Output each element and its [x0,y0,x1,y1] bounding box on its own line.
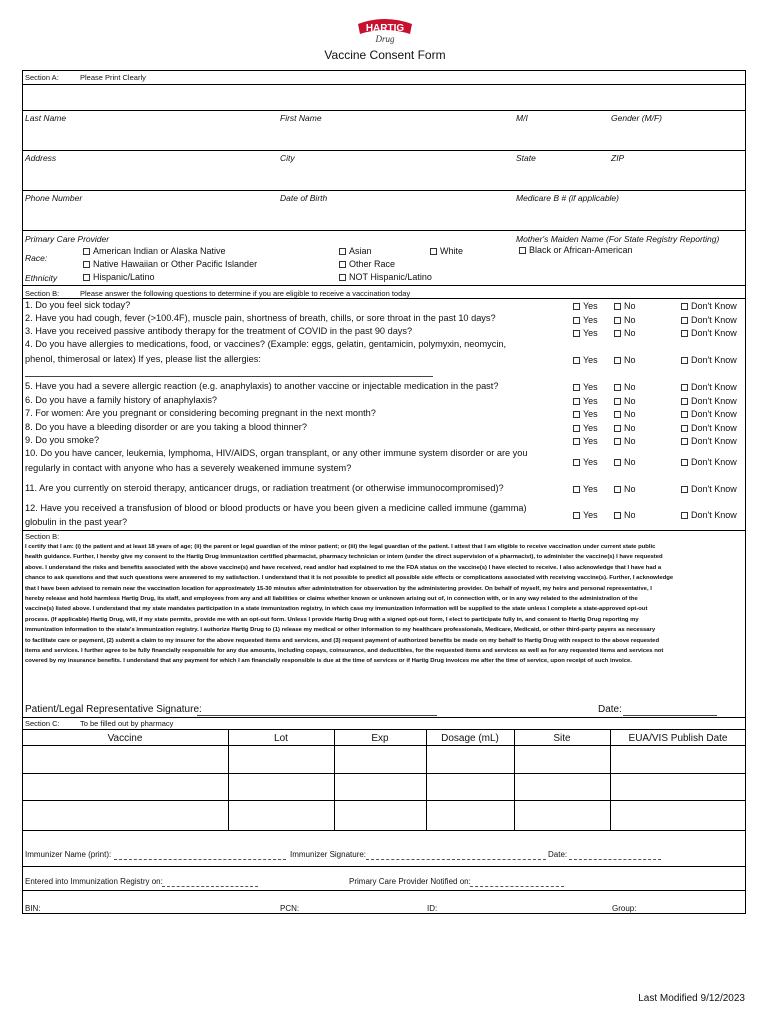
checkbox-icon [573,384,580,391]
answer-label: Yes [583,409,598,419]
pcp-notified-line[interactable] [470,886,564,887]
answer-label: Yes [583,484,598,494]
immunizer-date-label: Date: [548,850,568,859]
answer-yes-q7[interactable] [573,409,598,419]
question-4-cont: phenol, thimerosal or latex) If yes, please list the allergies: [25,354,261,364]
answer-dk-q2[interactable] [681,315,737,325]
answer-label: Don't Know [691,457,737,467]
answer-yes-q9[interactable] [573,436,598,446]
checkbox-icon [681,357,688,364]
medicare-label: Medicare B # (if applicable) [516,193,619,203]
question-12: 12. Have you received a transfusion of blood or blood products or have you been given a medicine called immune (gamma) [25,503,527,513]
answer-yes-q3[interactable] [573,328,598,338]
checkbox-icon [681,512,688,519]
answer-no-q1[interactable] [614,301,636,311]
ethnicity-label: Ethnicity [25,273,58,283]
first-name-label: First Name [280,113,322,123]
immunizer-signature-label: Immunizer Signature: [290,850,367,859]
immunizer-date-line[interactable] [569,859,661,860]
question-5: 5. Have you had a severe allergic reaction (e.g. anaphylaxis) to another vaccine or injectable medication in the past? [25,381,499,391]
answer-yes-q1[interactable] [573,301,598,311]
answer-no-q4[interactable] [614,355,636,365]
form-title: Vaccine Consent Form [324,48,446,62]
exp-header: Exp [371,733,389,744]
answer-no-q7[interactable] [614,409,636,419]
checkbox-icon [519,247,526,254]
checkbox-icon [681,317,688,324]
registry-label: Entered into Immunization Registry on: [25,877,163,886]
vaccine-row[interactable] [23,801,745,830]
answer-label: No [624,382,636,392]
section-b-label: Section B: [25,289,60,298]
checkbox-icon [339,261,346,268]
pcp-label: Primary Care Provider [25,234,110,244]
consent-line: I certify that I am: (i) the patient and at least 18 years of age; (ii) the parent or legal guardian of the minor patient; or (iii) the legal guardian of the patient. I attest that I am eligible to receive vaccination under current state public [25,544,656,550]
allergies-line[interactable] [25,376,433,377]
immunizer-name-label: Immunizer Name (print): [25,850,112,859]
answer-label: Yes [583,328,598,338]
section-b2-label: Section B: [25,532,60,541]
checkbox-icon [681,330,688,337]
svg-text:Drug: Drug [375,34,395,44]
checkbox-icon [681,459,688,466]
checkbox-icon [614,357,621,364]
signature-line[interactable] [197,715,437,716]
question-7: 7. For women: Are you pregnant or considering becoming pregnant in the next month? [25,408,376,418]
question-2: 2. Have you had cough, fever (>100.4F), muscle pain, shortness of breath, chills, or sore throat in the past 10 days? [25,313,496,323]
answer-label: Don't Know [691,436,737,446]
answer-yes-q2[interactable] [573,315,598,325]
answer-no-q5[interactable] [614,382,636,392]
checkbox-icon [614,425,621,432]
answer-label: Don't Know [691,355,737,365]
answer-label: Don't Know [691,409,737,419]
checkbox-icon [573,512,580,519]
answer-no-q6[interactable] [614,396,636,406]
checkbox-icon [614,459,621,466]
consent-line: chance to ask questions and that such questions were answered to my satisfaction. I understand that it is not possible to predict all possible side effects or complications associated with receiving vaccine(s). Further, I acknowledge [25,575,674,582]
checkbox-icon [339,274,346,281]
answer-dk-q8[interactable] [681,423,737,433]
svg-text:HARTIG: HARTIG [365,23,405,34]
ethnicity-option-not-hispanic[interactable]: NOT Hispanic/Latino [339,272,432,282]
answer-yes-q5[interactable] [573,382,598,392]
race-option-asian[interactable]: Asian [339,246,372,256]
state-label: State [516,153,536,163]
registry-line[interactable] [162,886,258,887]
answer-label: Don't Know [691,315,737,325]
checkbox-icon [614,486,621,493]
answer-dk-q1[interactable] [681,301,737,311]
checkbox-icon [430,248,437,255]
race-option-native-american[interactable]: American Indian or Alaska Native [83,246,226,256]
group-label: Group: [612,904,637,913]
answer-yes-q8[interactable] [573,423,598,433]
answer-label: No [624,457,636,467]
checkbox-icon [614,438,621,445]
answer-label: Yes [583,457,598,467]
checkbox-icon [83,261,90,268]
answer-label: No [624,355,636,365]
answer-label: Don't Know [691,423,737,433]
checkbox-icon [681,398,688,405]
city-label: City [280,153,295,163]
race-option-black[interactable]: Black or African-American [519,245,633,255]
answer-label: Don't Know [691,301,737,311]
answer-label: Don't Know [691,382,737,392]
checkbox-icon [681,486,688,493]
answer-label: Don't Know [691,396,737,406]
signature-date-line[interactable] [623,715,717,716]
address-input-row[interactable] [23,164,745,190]
gender-label: Gender (M/F) [611,113,663,123]
checkbox-icon [573,398,580,405]
checkbox-icon [573,425,580,432]
answer-no-q8[interactable] [614,423,636,433]
checkbox-icon [339,248,346,255]
answer-label: Yes [583,382,598,392]
pcp-notified-label: Primary Care Provider Notified on: [349,877,471,886]
answer-yes-q11[interactable] [573,484,598,494]
answer-no-q9[interactable] [614,436,636,446]
answer-dk-q7[interactable] [681,409,737,419]
answer-label: No [624,409,636,419]
answer-label: Yes [583,510,598,520]
section-b-instruction: Please answer the following questions to determine if you are eligible to receive a vaccination today [80,289,411,298]
answer-label: No [624,315,636,325]
answer-label: Yes [583,355,598,365]
consent-line: hereby release and hold harmless Hartig Drug, its staff, and employees from any and all liabilities or claims whether known or unknown arising out of, in connection with, or in any way related to the administration of the [25,596,638,603]
name-input-row[interactable] [23,124,745,150]
question-12-cont: globulin in the past year? [25,517,128,527]
answer-dk-q10[interactable] [681,457,737,467]
checkbox-icon [614,411,621,418]
answer-dk-q4[interactable] [681,355,737,365]
answer-dk-q3[interactable] [681,328,737,338]
consent-line: health guidance. Further, I hereby give my consent to the Hartig Drug immunization certified pharmacist, pharmacy technician or intern (under the direct supervision of a pharmacist), to administer the vaccine(s) I have requested [25,554,663,561]
ethnicity-option-hispanic[interactable]: Hispanic/Latino [83,272,155,282]
last-name-label: Last Name [25,113,67,123]
mi-label: M/I [516,113,528,123]
answer-label: Yes [583,315,598,325]
checkbox-icon [573,330,580,337]
consent-line: above. I understand the risks and benefits associated with the above vaccine(s) and have received, read and/or had explained to me the FDA status on the vaccine(s) I have elected to receive. I also acknowledge that I have had a [25,564,662,571]
dosage-header: Dosage (mL) [441,733,499,744]
checkbox-icon [681,411,688,418]
question-4: 4. Do you have allergies to medications, food, or vaccines? (Example: eggs, gelatin, gentamicin, polymyxin, neomycin, [25,339,507,349]
answer-label: No [624,436,636,446]
consent-line: items and services. I further agree to be fully financially responsible for any due amounts, including copays, coinsurance, and deductibles, for the requested items and services as well as for any requested items and services not [25,648,664,655]
checkbox-icon [573,317,580,324]
answer-yes-q6[interactable] [573,396,598,406]
dob-label: Date of Birth [280,193,328,203]
answer-yes-q4[interactable] [573,355,598,365]
vaccine-row[interactable] [23,774,745,800]
question-6: 6. Do you have a family history of anaphylaxis? [25,395,218,405]
zip-label: ZIP [611,153,625,163]
answer-label: Don't Know [691,484,737,494]
checkbox-icon [614,384,621,391]
answer-no-q10[interactable] [614,457,636,467]
answer-yes-q10[interactable] [573,457,598,467]
answer-no-q3[interactable] [614,328,636,338]
section-c-instruction: To be filled out by pharmacy [80,719,174,728]
phone-label: Phone Number [25,193,83,203]
answer-label: Yes [583,436,598,446]
checkbox-icon [573,438,580,445]
answer-no-q12[interactable] [614,510,636,520]
answer-label: No [624,301,636,311]
checkbox-icon [681,384,688,391]
answer-dk-q11[interactable] [681,484,737,494]
pcn-label: PCN: [280,904,300,913]
answer-no-q2[interactable] [614,315,636,325]
answer-dk-q5[interactable] [681,382,737,392]
consent-line: immunization information to the state's immunization registry. I authorize Hartig Drug to (1) release my medical or other information to my healthcare professionals, Medicare, Medicaid, or other third-party payers as necessary [25,627,656,634]
maiden-name-label: Mother's Maiden Name (For State Registry Reporting) [516,234,720,244]
checkbox-icon [83,248,90,255]
answer-yes-q12[interactable] [573,510,598,520]
consent-line: vaccine(s) listed above. I understand that my state mandates participation in a state immunization registry, in which case my immunization information will be supplied to the state unless I complete a state-approved opt-out [25,606,648,613]
immunizer-signature-line[interactable] [366,859,546,860]
checkbox-icon [681,425,688,432]
race-option-other[interactable]: Other Race [339,259,395,269]
vaccine-row[interactable] [23,746,745,773]
question-11: 11. Are you currently on steroid therapy, anticancer drugs, or radiation treatment (or otherwise immunocompromised)? [25,483,504,493]
answer-dk-q9[interactable] [681,436,737,446]
phone-input-row[interactable] [23,204,745,230]
immunizer-name-line[interactable] [114,859,286,860]
hartig-drug-logo [354,14,416,44]
answer-dk-q6[interactable] [681,396,737,406]
question-10-cont: regularly in contact with anyone who has a severely weakened immune system? [25,463,352,473]
answer-label: No [624,423,636,433]
answer-label: No [624,328,636,338]
answer-label: No [624,484,636,494]
question-9: 9. Do you smoke? [25,435,100,445]
consent-line: that I have been advised to remain near the vaccination location for approximately 15-30 minutes after administration for observation by the administering provider. On behalf of myself, my heirs and personal representative, I [25,585,652,592]
answer-label: Yes [583,301,598,311]
answer-label: Yes [583,423,598,433]
checkbox-icon [573,411,580,418]
checkbox-icon [573,459,580,466]
checkbox-icon [573,357,580,364]
consent-line: covered by my insurance benefits. I understand that any payment for which I am financially responsible is due at the time of services or if Hartig Drug invoices me after the time of service, upon receipt of such invoice. [25,658,632,665]
answer-no-q11[interactable] [614,484,636,494]
signature-date-label: Date: [598,704,622,715]
checkbox-icon [573,486,580,493]
checkbox-icon [681,303,688,310]
vaccine-header: Vaccine [107,733,143,744]
question-1: 1. Do you feel sick today? [25,300,131,310]
answer-dk-q12[interactable] [681,510,737,520]
question-10: 10. Do you have cancer, leukemia, lymphoma, HIV/AIDS, organ transplant, or any other immune system disorder or are you [25,448,528,458]
id-label: ID: [427,904,438,913]
last-modified: Last Modified 9/12/2023 [638,993,745,1004]
lot-header: Lot [274,733,288,744]
section-a-instruction: Please Print Clearly [80,73,146,82]
answer-label: Don't Know [691,510,737,520]
checkbox-icon [614,398,621,405]
consent-paragraph [25,542,745,667]
consent-line: to facilitate care or payment, (2) submit a claim to my insurer for the above requested items and services, and (3) request payment of authorized benefits be made on my behalf to Hartig Drug with respect to the above requested [25,637,660,644]
answer-label: Yes [583,396,598,406]
checkbox-icon [614,330,621,337]
checkbox-icon [573,303,580,310]
answer-label: No [624,396,636,406]
question-8: 8. Do you have a bleeding disorder or are you taking a blood thinner? [25,422,307,432]
question-3: 3. Have you received passive antibody therapy for the treatment of COVID in the past 90 days? [25,326,413,336]
checkbox-icon [614,317,621,324]
race-label: Race: [25,253,48,263]
answer-label: Don't Know [691,328,737,338]
checkbox-icon [681,438,688,445]
signature-label: Patient/Legal Representative Signature: [25,704,202,715]
bin-label: BIN: [25,904,41,913]
eua-vis-header: EUA/VIS Publish Date [628,733,728,744]
checkbox-icon [614,303,621,310]
checkbox-icon [614,512,621,519]
checkbox-icon [83,274,90,281]
answer-label: No [624,510,636,520]
address-label: Address [25,153,57,163]
race-option-pacific-islander[interactable]: Native Hawaiian or Other Pacific Islander [83,259,257,269]
consent-line: process. (If applicable) Hartig Drug, will, if my state permits, provide me with an opt-out form. Unless I provide Hartig Drug with a signed opt-out form, I elect to participate fully in, and consent to Hartig Drug reporting my [25,616,639,623]
section-a-label: Section A: [25,73,59,82]
site-header: Site [553,733,571,744]
section-c-label: Section C: [25,719,60,728]
race-option-white[interactable]: White [430,246,463,256]
